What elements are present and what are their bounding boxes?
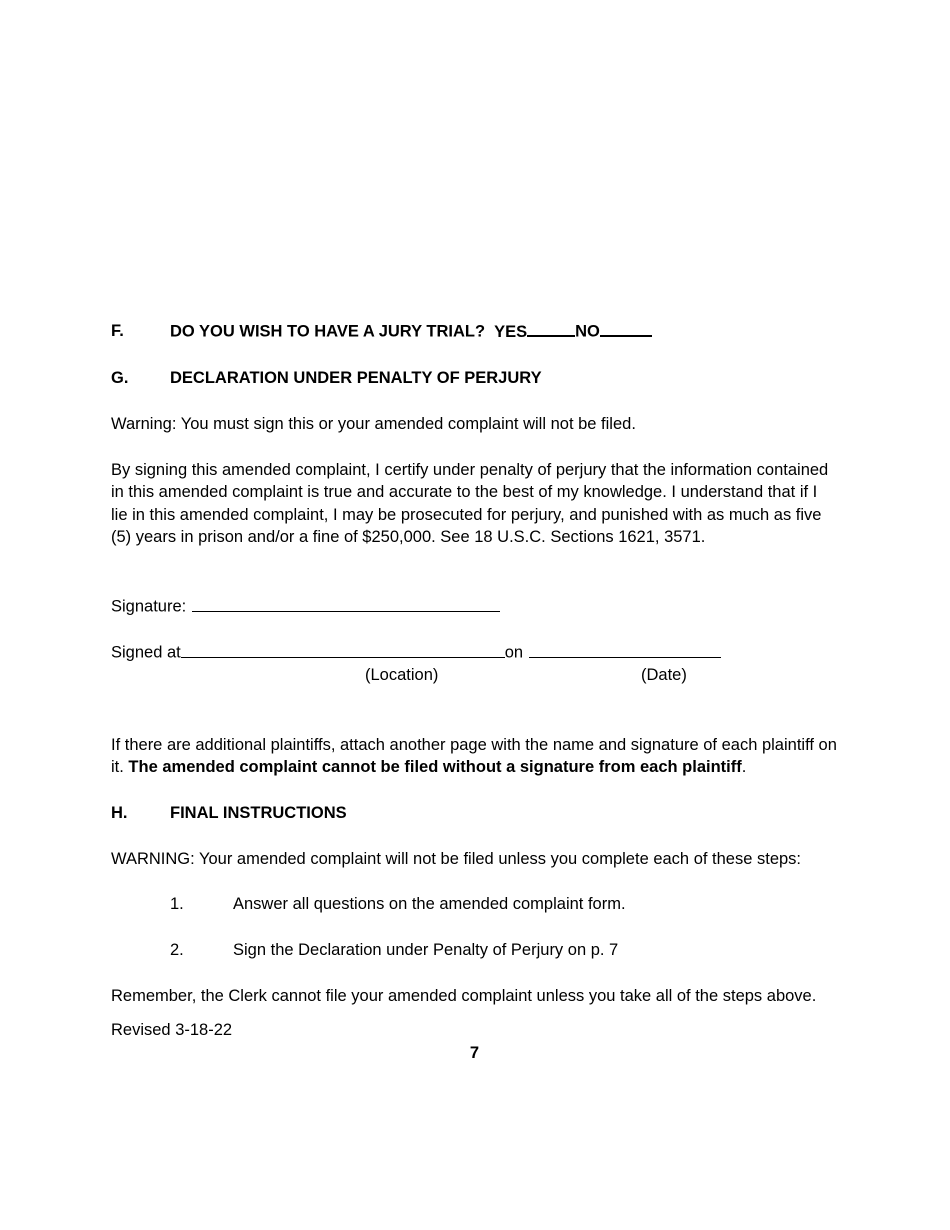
step-item-1 [111, 893, 838, 915]
additional-plaintiffs-period: . [741, 757, 747, 776]
date-blank-line [529, 641, 721, 658]
final-warning-text: WARNING: Your amended complaint will not be filed unless you complete each of these steps: [111, 849, 802, 868]
signature-blank-line [192, 595, 500, 612]
section-g-heading [111, 367, 838, 389]
signature-warning-text: Warning: You must sign this or your amended complaint will not be filed. [111, 415, 636, 434]
jury-trial-line [170, 320, 838, 343]
signature-row [111, 595, 838, 618]
section-f-letter: F. [111, 322, 124, 340]
date-caption: (Date) [641, 666, 687, 685]
no-label: NO [575, 322, 600, 341]
revision-note: Revised 3-18-22 [111, 1021, 233, 1040]
signed-at-label: Signed at [111, 643, 181, 662]
reminder-text: Remember, the Clerk cannot file your amended complaint unless you take all of the steps above. [111, 986, 817, 1005]
section-h-heading [111, 802, 838, 824]
yes-blank-line [527, 320, 575, 337]
step-1-text: Answer all questions on the amended complaint form. [233, 895, 626, 914]
signature-label: Signature: [111, 597, 187, 616]
section-h-letter: H. [111, 804, 128, 823]
section-g-letter: G. [111, 368, 129, 387]
page-number: 7 [469, 1043, 480, 1062]
step-item-2 [111, 939, 838, 961]
signed-at-row [111, 641, 838, 664]
step-1-number: 1. [170, 895, 184, 914]
additional-plaintiffs-paragraph [111, 734, 838, 779]
no-blank-line [600, 320, 652, 337]
step-2-text: Sign the Declaration under Penalty of Perjury on p. 7 [233, 940, 619, 959]
section-h-title: FINAL INSTRUCTIONS [170, 804, 347, 823]
caption-row [111, 664, 838, 686]
jury-trial-question: DO YOU WISH TO HAVE A JURY TRIAL? [170, 322, 486, 341]
location-caption: (Location) [365, 666, 439, 685]
section-g-title: DECLARATION UNDER PENALTY OF PERJURY [170, 368, 542, 387]
additional-plaintiffs-bold-text: The amended complaint cannot be filed without a signature from each plaintiff [128, 757, 742, 776]
yes-label: YES [494, 322, 528, 341]
perjury-certification-paragraph: By signing this amended complaint, I certify under penalty of perjury that the information contained in this amended complaint is true and accurate to the best of my knowledge. I understand that if I lie in this amended complaint, I may be prosecuted for perjury, and punished with as much as five (5) years in prison and/or a fine of $250,000. See 18 U.S.C. Sections 1621, 3571. [111, 460, 829, 546]
on-label: on [504, 643, 524, 662]
additional-plaintiffs-text: If there are additional plaintiffs, attach another page with the name and signature of each plaintiff on it. [111, 735, 837, 776]
step-2-number: 2. [170, 940, 184, 959]
location-blank-line [181, 641, 505, 658]
section-f-heading [111, 320, 838, 343]
